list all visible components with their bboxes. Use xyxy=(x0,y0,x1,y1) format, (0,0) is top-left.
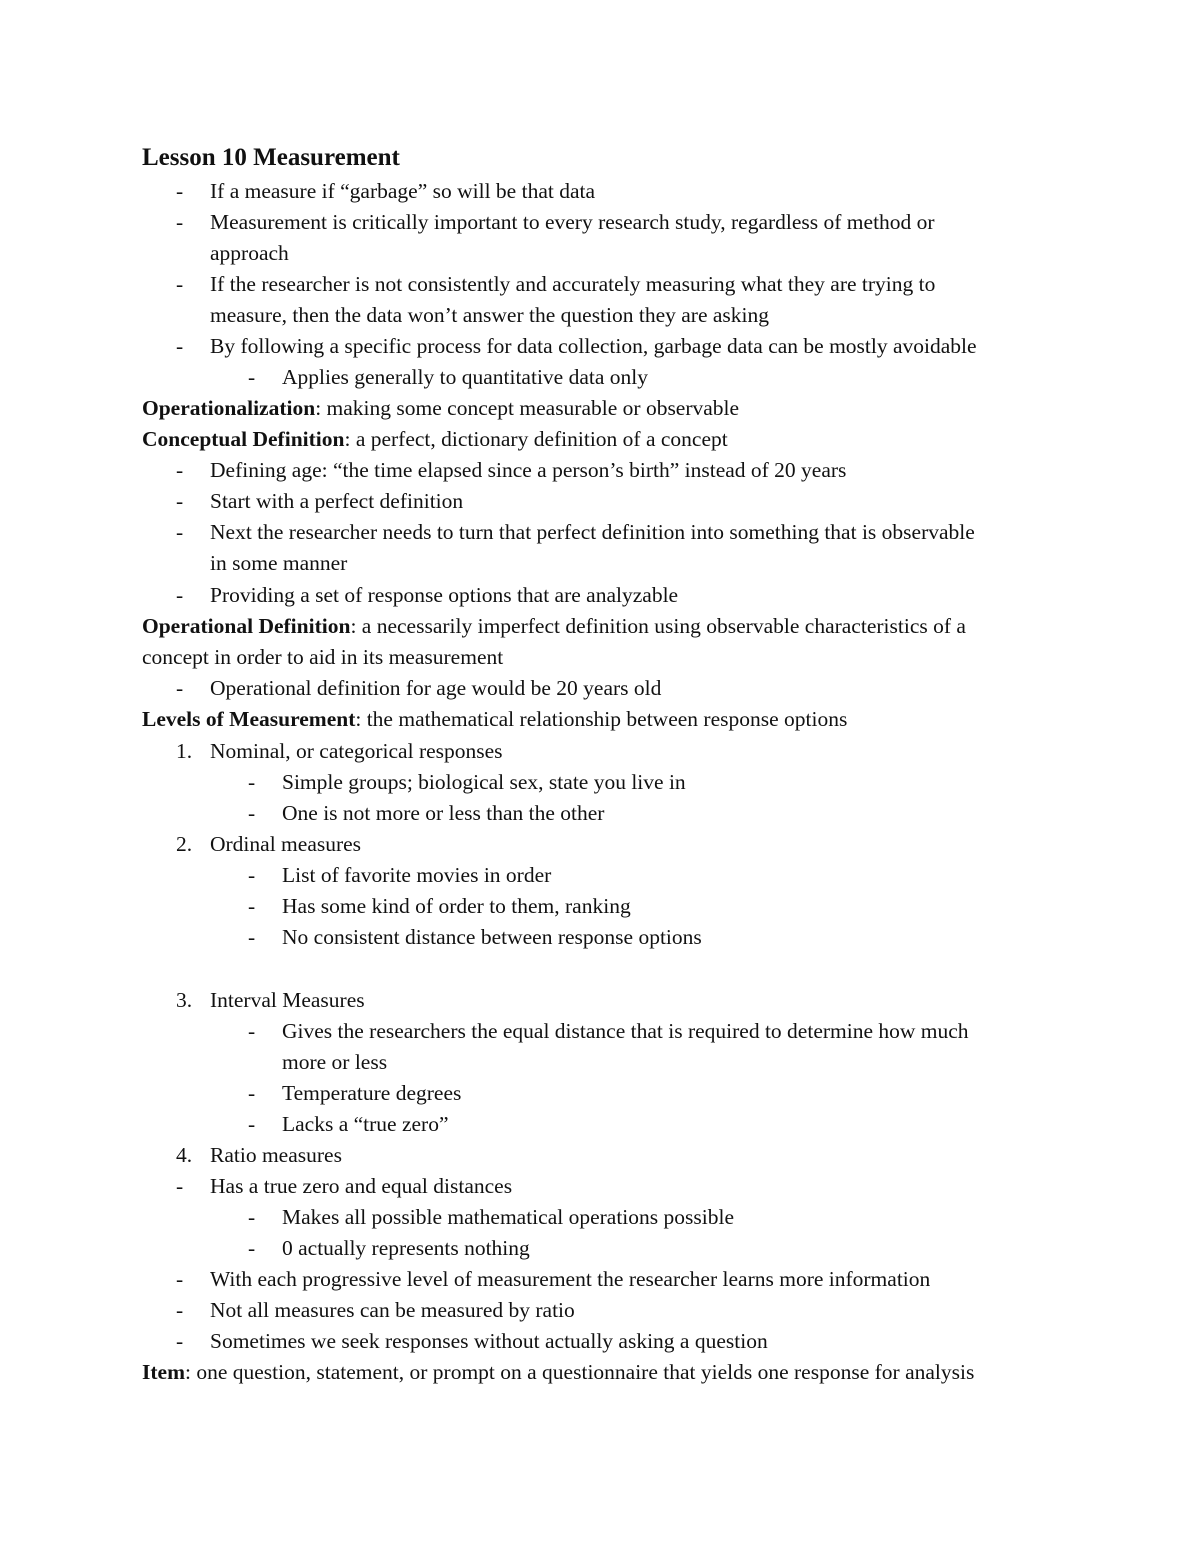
item-definition xyxy=(142,1357,974,1388)
term-label: Item xyxy=(142,1360,185,1384)
term-text: : a perfect, dictionary definition of a concept xyxy=(344,427,728,451)
level-ordinal: Ordinal measures xyxy=(210,832,362,856)
lesson-title: Lesson 10 Measurement xyxy=(142,144,400,171)
ratio-operations: Makes all possible mathematical operations possible xyxy=(282,1205,734,1229)
bullet-dash: - xyxy=(176,179,184,203)
bullet-dash: - xyxy=(176,489,184,513)
ratio-true-zero: Has a true zero and equal distances xyxy=(210,1174,513,1198)
list-number: 4. xyxy=(176,1143,193,1167)
term-label: Operationalization xyxy=(142,396,316,420)
bullet-dash: - xyxy=(176,583,184,607)
bullet-progressive-level: With each progressive level of measurement the researcher learns more information xyxy=(210,1267,931,1291)
sub-bullet-quantitative: Applies generally to quantitative data only xyxy=(282,365,648,389)
bullet-response-options: Providing a set of response options that are analyzable xyxy=(210,583,679,607)
level-interval: Interval Measures xyxy=(210,988,365,1012)
term-text: : making some concept measurable or observable xyxy=(315,396,740,420)
bullet-without-question: Sometimes we seek responses without actually asking a question xyxy=(210,1329,768,1353)
bullet-defining-age: Defining age: “the time elapsed since a person’s birth” instead of 20 years xyxy=(210,458,847,482)
bullet-dash: - xyxy=(176,210,184,234)
bullet-observable: Next the researcher needs to turn that perfect definition into something that is observable xyxy=(210,520,975,544)
bullet-dash: - xyxy=(176,1267,184,1291)
sub-bullet-dash: - xyxy=(248,863,256,887)
term-label: Operational Definition xyxy=(142,614,351,638)
term-label: Conceptual Definition xyxy=(142,427,345,451)
interval-equal-distance-cont: more or less xyxy=(282,1050,388,1074)
bullet-dash: - xyxy=(176,520,184,544)
ordinal-no-distance: No consistent distance between response options xyxy=(282,925,702,949)
sub-bullet-dash: - xyxy=(248,1236,256,1260)
sub-bullet-dash: - xyxy=(248,770,256,794)
bullet-dash: - xyxy=(176,676,184,700)
bullet-not-all-ratio: Not all measures can be measured by ratio xyxy=(210,1298,575,1322)
bullet-consistency: If the researcher is not consistently and accurately measuring what they are trying to xyxy=(210,272,936,296)
bullet-age-operational: Operational definition for age would be 20 years old xyxy=(210,676,662,700)
level-ratio: Ratio measures xyxy=(210,1143,342,1167)
conceptual-definition xyxy=(142,424,728,455)
nominal-not-more-less: One is not more or less than the other xyxy=(282,801,605,825)
sub-bullet-dash: - xyxy=(248,365,256,389)
interval-equal-distance: Gives the researchers the equal distance that is required to determine how much xyxy=(282,1019,969,1043)
bullet-dash: - xyxy=(176,1329,184,1353)
bullet-dash: - xyxy=(176,1174,184,1198)
bullet-dash: - xyxy=(176,458,184,482)
bullet-consistency-cont: measure, then the data won’t answer the question they are asking xyxy=(210,303,770,327)
ordinal-ranking: Has some kind of order to them, ranking xyxy=(282,894,631,918)
bullet-garbage: If a measure if “garbage” so will be that data xyxy=(210,179,596,203)
bullet-dash: - xyxy=(176,272,184,296)
sub-bullet-dash: - xyxy=(248,801,256,825)
sub-bullet-dash: - xyxy=(248,1081,256,1105)
list-number: 2. xyxy=(176,832,193,856)
ordinal-movies: List of favorite movies in order xyxy=(282,863,552,887)
bullet-measurement-important-cont: approach xyxy=(210,241,289,265)
bullet-dash: - xyxy=(176,334,184,358)
operational-definition xyxy=(142,611,966,642)
sub-bullet-dash: - xyxy=(248,1205,256,1229)
levels-of-measurement-definition xyxy=(142,704,847,735)
sub-bullet-dash: - xyxy=(248,894,256,918)
bullet-process: By following a specific process for data collection, garbage data can be mostly avoidable xyxy=(210,334,977,358)
bullet-perfect-definition: Start with a perfect definition xyxy=(210,489,464,513)
operational-definition-cont: concept in order to aid in its measurement xyxy=(142,645,504,669)
sub-bullet-dash: - xyxy=(248,1019,256,1043)
interval-true-zero: Lacks a “true zero” xyxy=(282,1112,449,1136)
term-text: : the mathematical relationship between response options xyxy=(355,707,848,731)
bullet-dash: - xyxy=(176,1298,184,1322)
bullet-measurement-important: Measurement is critically important to every research study, regardless of method or xyxy=(210,210,935,234)
list-number: 1. xyxy=(176,739,193,763)
list-number: 3. xyxy=(176,988,193,1012)
term-text: : one question, statement, or prompt on a questionnaire that yields one response for analysis xyxy=(184,1360,975,1384)
ratio-zero-nothing: 0 actually represents nothing xyxy=(282,1236,530,1260)
sub-bullet-dash: - xyxy=(248,925,256,949)
bullet-observable-cont: in some manner xyxy=(210,551,348,575)
level-nominal: Nominal, or categorical responses xyxy=(210,739,503,763)
nominal-simple-groups: Simple groups; biological sex, state you live in xyxy=(282,770,686,794)
interval-temperature: Temperature degrees xyxy=(282,1081,462,1105)
term-text: : a necessarily imperfect definition using observable characteristics of a xyxy=(350,614,966,638)
sub-bullet-dash: - xyxy=(248,1112,256,1136)
term-label: Levels of Measurement xyxy=(142,707,356,731)
operationalization-definition xyxy=(142,393,739,424)
